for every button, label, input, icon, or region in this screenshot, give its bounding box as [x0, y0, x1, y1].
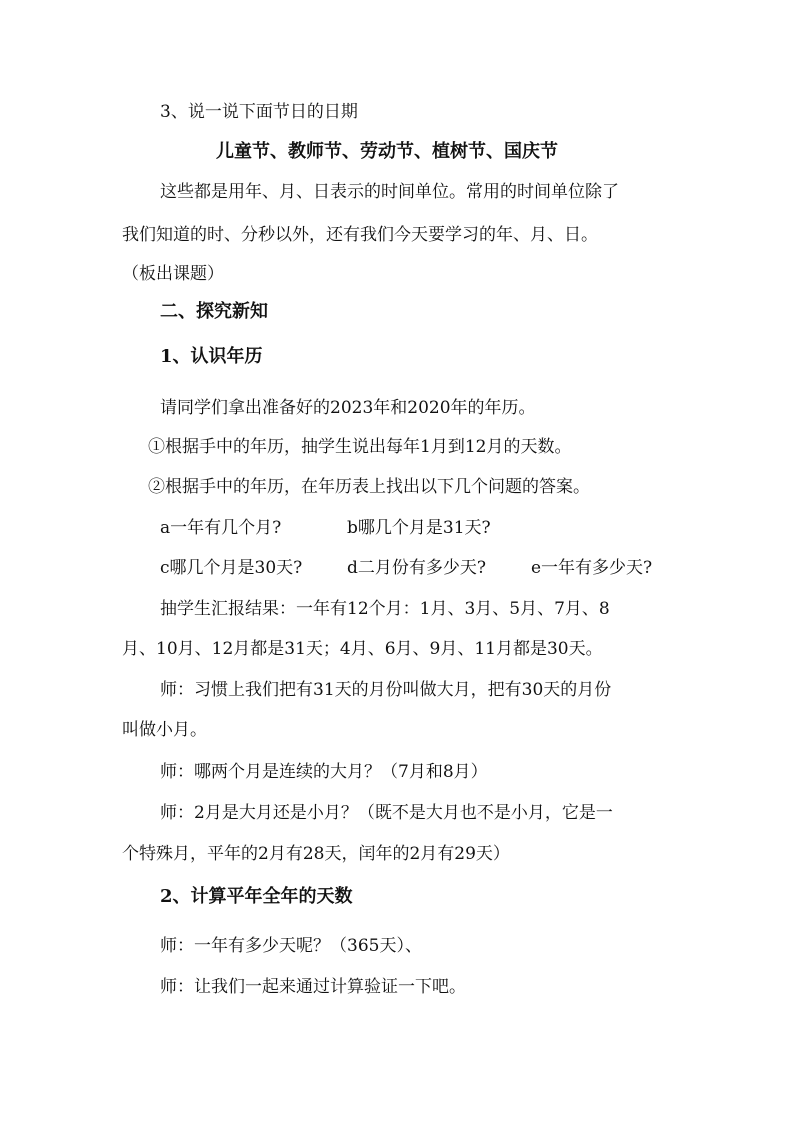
question-d: d二月份有多少天?	[347, 558, 486, 578]
paragraph-line: 师：让我们一起来通过计算验证一下吧。	[160, 977, 466, 997]
intro-item: 3、说一说下面节日的日期	[160, 102, 358, 122]
question-c: c哪几个月是30天?	[160, 558, 303, 578]
question-e: e一年有多少天?	[531, 558, 653, 578]
paragraph-line: 抽学生汇报结果：一年有12个月：1月、3月、5月、7月、8	[160, 599, 610, 619]
festival-list: 儿童节、教师节、劳动节、植树节、国庆节	[216, 141, 558, 162]
section-heading: 二、探究新知	[160, 301, 268, 322]
step-item: ②根据手中的年历，在年历表上找出以下几个问题的答案。	[148, 477, 590, 497]
paragraph-line: 师：习惯上我们把有31天的月份叫做大月，把有30天的月份	[160, 680, 612, 700]
paragraph-text: 这些都是用年、月、日表示的时间单位。常用的时间单位除了	[160, 182, 619, 202]
paragraph-line: 月、10月、12月都是31天；4月、6月、9月、11月都是30天。	[122, 639, 603, 659]
paragraph-line	[160, 180, 674, 204]
question-b: b哪几个月是31天?	[347, 518, 491, 538]
subsection-heading: 1、认识年历	[160, 346, 263, 367]
paragraph-line: 叫做小月。	[122, 720, 207, 740]
paragraph-line: （板出课题）	[122, 264, 224, 284]
paragraph-line: 我们知道的时、分秒以外，还有我们今天要学习的年、月、日。	[122, 225, 598, 245]
paragraph-line: 师：哪两个月是连续的大月？（7月和8月）	[160, 762, 488, 782]
paragraph-line: 请同学们拿出准备好的2023年和2020年的年历。	[160, 398, 536, 418]
paragraph-line: 个特殊月，平年的2月有28天，闰年的2月有29天）	[122, 844, 510, 864]
paragraph-line: 师：2月是大月还是小月？（既不是大月也不是小月，它是一	[160, 803, 613, 823]
step-item: ①根据手中的年历，抽学生说出每年1月到12月的天数。	[148, 437, 572, 457]
subsection-heading: 2、计算平年全年的天数	[160, 886, 353, 907]
paragraph-line: 师：一年有多少天呢？（365天）、	[160, 936, 422, 956]
question-a: a一年有几个月?	[160, 518, 282, 538]
